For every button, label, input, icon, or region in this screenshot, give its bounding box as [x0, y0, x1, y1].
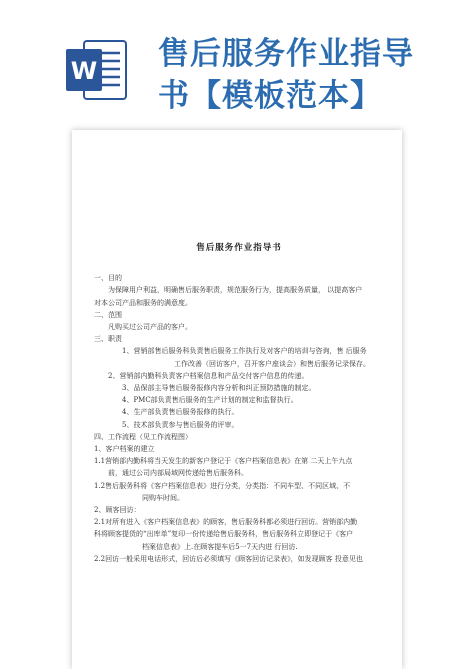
paragraph-line: 科将顾客提货的“出库单”复印一份传递给售后服务科，售后服务科立即登记于《客户 [94, 530, 354, 539]
word-logo-letter: W [70, 57, 98, 85]
paragraph-line: 3、品保部主导售后服务报修内容分析和纠正预防措施的制定。 [122, 384, 316, 393]
paragraph-line: 2.2回访一般采用电话形式，回访后必须填写《顾客回访记录表》，如发现顾客 投意见也 [94, 554, 363, 563]
document-page [72, 130, 402, 669]
paragraph-line: 凡购买过公司产品的客户。 [108, 323, 192, 332]
paragraph-line: 1、营销部售后服务科负责售后服务工作执行及对客户的培训与咨询，售 后服务 [122, 347, 367, 356]
document-body [94, 242, 384, 565]
paragraph-line: 4、生产部负责售后服务报修的执行。 [122, 408, 239, 417]
subsection-heading: 1、客户档案的建立 [94, 445, 155, 454]
paragraph-line: 5、技术部负责参与售后服务的评审。 [122, 420, 239, 429]
page-title-line2: 书【模板范本】 [158, 78, 382, 114]
paragraph-line: 2、营销部内勤科负责客户档案信息和产品交付客户信息的传递。 [108, 371, 309, 380]
paragraph-line: 为保障用户利益，明确售后服务职责，规范服务行为，提高服务质量， 以提高客户 [108, 286, 363, 295]
paragraph-line: 2.1对所有进入《客户档案信息表》的顾客，售后服务科都必须进行回访。营销部内勤 [94, 518, 358, 527]
section-heading-purpose: 一、目的 [94, 274, 122, 283]
section-heading-duties: 三、职责 [94, 335, 122, 344]
word-document-icon [62, 35, 132, 105]
document-header [0, 0, 474, 125]
paragraph-line: 工作改善（回访客户，召开客户座谈会）和售后服务记录保存。 [174, 359, 370, 368]
paragraph-line: 档案信息表》上.在顾客提车后5一7天内进 行回访. [142, 542, 298, 551]
paragraph-line: 4、PMC部负责售后服务的生产计划的制定和监督执行。 [122, 396, 298, 405]
subsection-heading: 2、顾客回访： [94, 506, 141, 515]
paragraph-line: 1.1营销部内勤科将当天发生的新客户登记于《客户档案信息表》在第 二天上午九点 [94, 457, 353, 466]
paragraph-line: 1.2售后服务科将《客户档案信息表》进行分类，分类指：不同车型、不同区域、不 [94, 481, 351, 490]
page-title-line1: 售后服务作业指导 [158, 36, 414, 72]
paragraph-line: 同购车时间。 [142, 493, 184, 502]
section-heading-workflow: 四、工作流程（见工作流程图） [94, 432, 192, 441]
paragraph-line: 对本公司产品和服务的满意度。 [94, 298, 192, 307]
section-heading-scope: 二、范围 [94, 310, 122, 319]
document-title: 售后服务作业指导书 [196, 243, 282, 253]
paragraph-line: 前，通过公司内部局域网传递给售后服务科。 [108, 469, 248, 478]
